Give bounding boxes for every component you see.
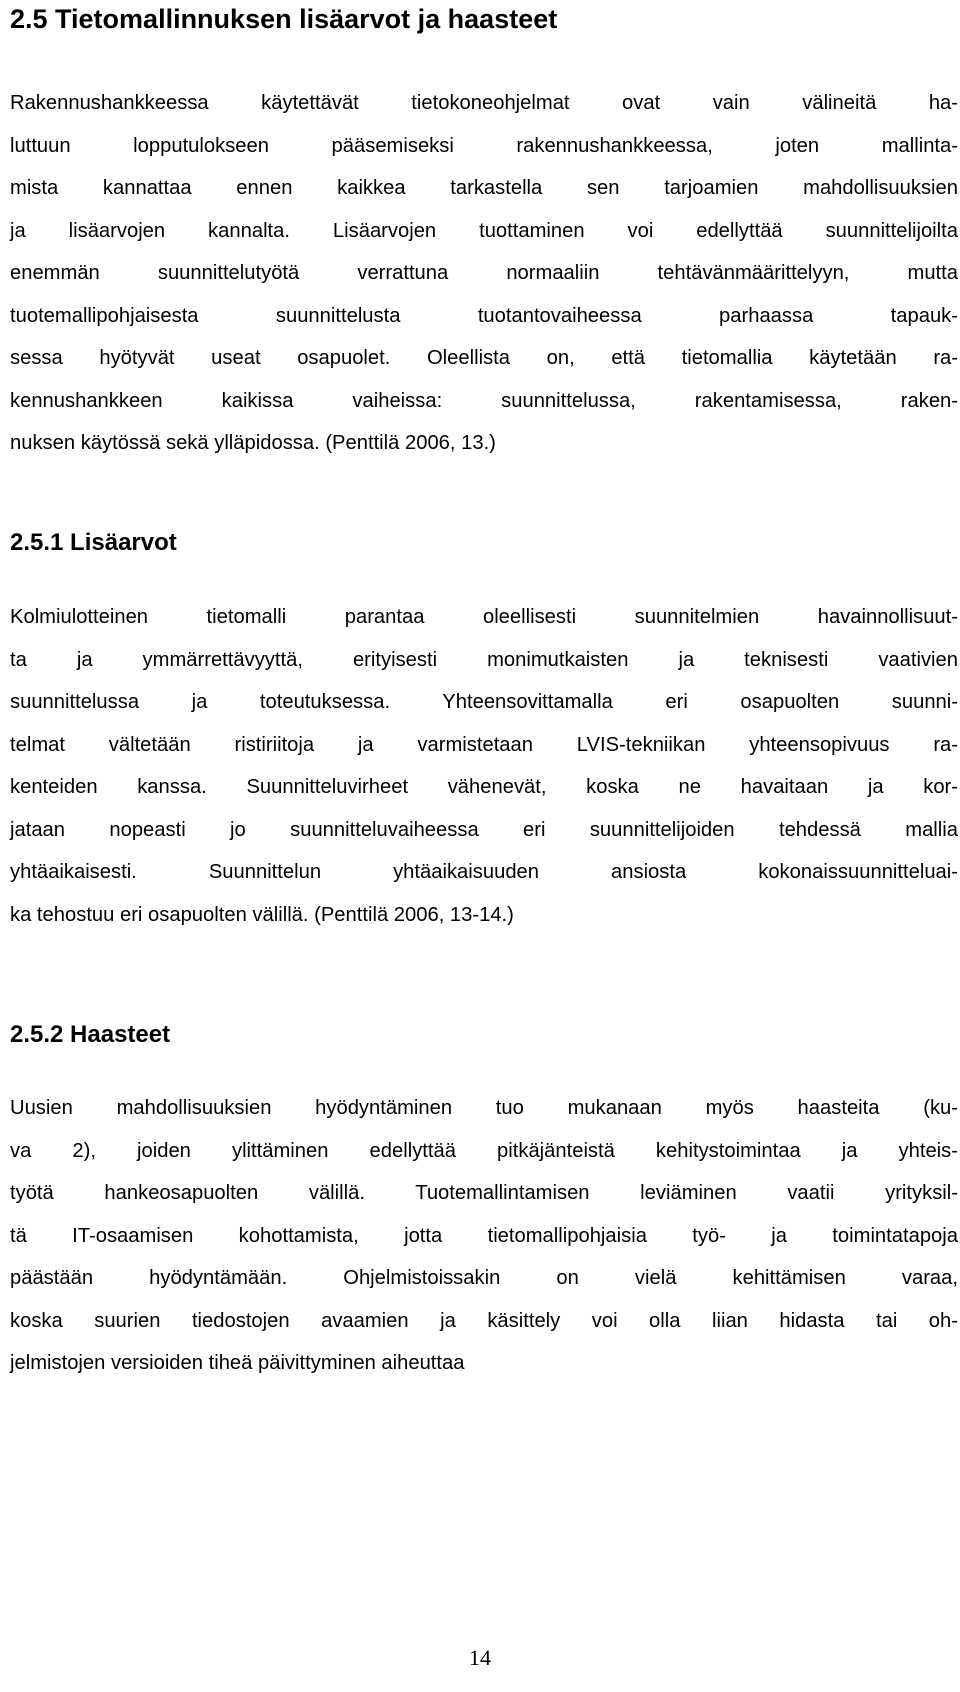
paragraph-line: suunnittelussa ja toteutuksessa. Yhteensovittamalla eri osapuolten suunni- xyxy=(10,691,958,713)
section-title: 2.5 Tietomallinnuksen lisäarvot ja haasteet xyxy=(10,4,558,34)
paragraph-line: telmat vältetään ristiriitoja ja varmistetaan LVIS-tekniikan yhteensopivuus ra- xyxy=(10,733,958,756)
paragraph-line: ka tehostuu eri osapuolten välillä. (Penttilä 2006, 13-14.) xyxy=(10,903,514,926)
subsection-2-paragraph xyxy=(10,1087,958,1385)
paragraph-line: tuotemallipohjaisesta suunnittelusta tuotantovaiheessa parhaassa tapauk- xyxy=(10,304,958,327)
paragraph-line: enemmän suunnittelutyötä verrattuna normaaliin tehtävänmäärittelyyn, mutta xyxy=(10,262,958,284)
subsection-1-paragraph xyxy=(10,596,958,936)
paragraph-line: yhtäaikaisesti. Suunnittelun yhtäaikaisuuden ansiosta kokonaissuunnitteluai- xyxy=(10,861,958,883)
subsection-title-haasteet: 2.5.2 Haasteet xyxy=(10,1021,171,1048)
paragraph-line: työtä hankeosapuolten välillä. Tuotemallintamisen leviäminen vaatii yrityksil- xyxy=(10,1182,958,1204)
paragraph-line: sessa hyötyvät useat osapuolet. Oleellista on, että tietomallia käytetään ra- xyxy=(10,347,958,369)
paragraph-line: nuksen käytössä sekä ylläpidossa. (Penttilä 2006, 13.) xyxy=(10,432,496,454)
page-number: 14 xyxy=(469,1645,491,1670)
paragraph-line: mista kannattaa ennen kaikkea tarkastella sen tarjoamien mahdollisuuksien xyxy=(10,177,958,199)
paragraph-line: jataan nopeasti jo suunnitteluvaiheessa eri suunnittelijoiden tehdessä mallia xyxy=(10,818,958,841)
paragraph-line: ja lisäarvojen kannalta. Lisäarvojen tuottaminen voi edellyttää suunnittelijoilta xyxy=(10,219,958,242)
paragraph-line: kennushankkeen kaikissa vaiheissa: suunnittelussa, rakentamisessa, raken- xyxy=(10,389,958,412)
paragraph-line: va 2), joiden ylittäminen edellyttää pitkäjänteistä kehitystoimintaa ja yhteis- xyxy=(10,1139,958,1162)
paragraph-line: Rakennushankkeessa käytettävät tietokoneohjelmat ovat vain välineitä ha- xyxy=(10,92,958,114)
subsection-title-lisaarvot: 2.5.1 Lisäarvot xyxy=(10,529,177,556)
paragraph-line: kenteiden kanssa. Suunnitteluvirheet vähenevät, koska ne havaitaan ja kor- xyxy=(10,776,958,798)
paragraph-line: Uusien mahdollisuuksien hyödyntäminen tuo mukanaan myös haasteita (ku- xyxy=(10,1097,958,1119)
paragraph-line: jelmistojen versioiden tiheä päivittyminen aiheuttaa xyxy=(10,1352,465,1374)
paragraph-line: Kolmiulotteinen tietomalli parantaa oleellisesti suunnitelmien havainnollisuut- xyxy=(10,606,958,628)
paragraph-line: päästään hyödyntämään. Ohjelmistoissakin on vielä kehittämisen varaa, xyxy=(10,1267,958,1289)
section-paragraph xyxy=(10,82,958,465)
paragraph-line: tä IT-osaamisen kohottamista, jotta tietomallipohjaisia työ- ja toimintatapoja xyxy=(10,1224,958,1247)
paragraph-line: luttuun lopputulokseen pääsemiseksi rakennushankkeessa, joten mallinta- xyxy=(10,134,958,157)
paragraph-line: ta ja ymmärrettävyyttä, erityisesti monimutkaisten ja teknisesti vaativien xyxy=(10,648,958,671)
paragraph-line: koska suurien tiedostojen avaamien ja käsittely voi olla liian hidasta tai oh- xyxy=(10,1309,958,1332)
